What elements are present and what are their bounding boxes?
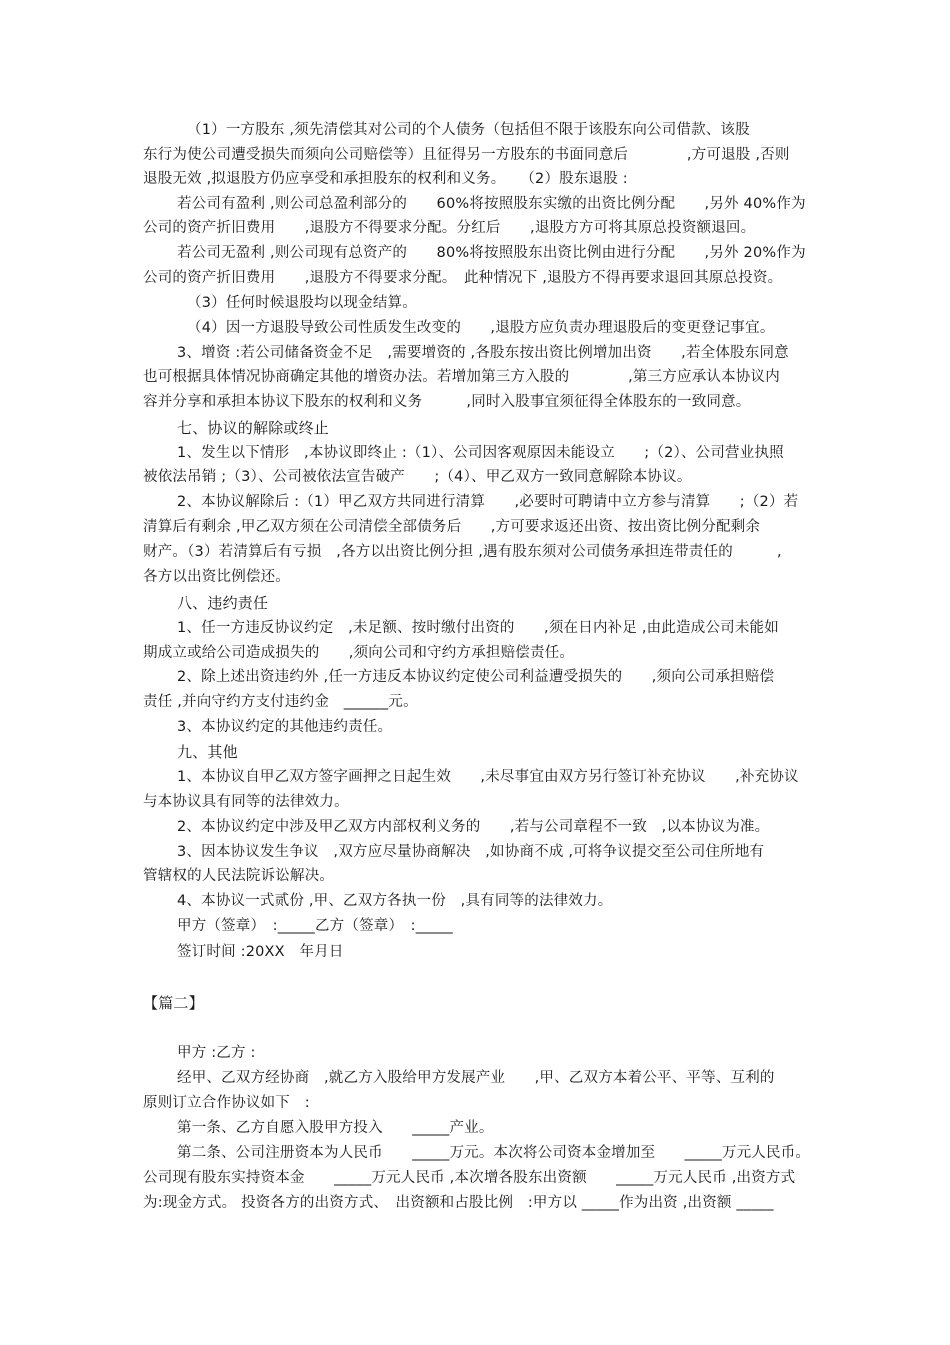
text-line: 财产。（3）若清算后有亏损 ,各方以出资比例分担 ,遇有股东须对公司债务承担连带责任的 , — [143, 544, 782, 560]
text-line: 为:现金方式。 投资各方的出资方式、 出资额和占股比例 :甲方以 _____作为出资 ,出资额 _____ — [143, 1195, 774, 1211]
section-heading: 九、其他 — [177, 743, 238, 761]
text-line: （3）任何时候退股均以现金结算。 — [187, 295, 417, 311]
text-line: 公司现有股东实持资本金 _____万元人民币 ,本次增各股东出资额 _____万元人民币 ,出资方式 — [143, 1170, 796, 1186]
text-line: （4）因一方退股导致公司性质发生改变的 ,退股方应负责办理退股后的变更登记事宜。 — [187, 320, 775, 336]
part-title: 【篇二】 — [143, 994, 204, 1012]
text-line: 退股无效 ,拟退股方仍应享受和承担股东的权利和义务。 （2）股东退股 : — [143, 171, 628, 187]
text-line: 2、本协议约定中涉及甲乙双方内部权利义务的 ,若与公司章程不一致 ,以本协议为准。 — [177, 819, 770, 835]
text-line: （1）一方股东 ,须先清偿其对公司的个人债务（包括但不限于该股东向公司借款、该股 — [187, 122, 750, 138]
text-line: 1、任一方违反协议约定 ,未足额、按时缴付出资的 ,须在日内补足 ,由此造成公司未能如 — [177, 620, 779, 636]
signature-line: 甲方（签章） :_____乙方（签章） :_____ — [177, 918, 453, 934]
text-line: 原则订立合作协议如下 : — [143, 1095, 310, 1111]
text-line: 第二条、公司注册资本为人民币 _____万元。本次将公司资本金增加至 _____万元人民币。 — [177, 1145, 811, 1161]
text-line: 3、因本协议发生争议 ,双方应尽量协商解决 ,如协商不成 ,可将争议提交至公司住所地有 — [177, 844, 765, 860]
text-line: 东行为使公司遭受损失而须向公司赔偿等）且征得另一方股东的书面同意后 ,方可退股 ,否则 — [143, 147, 790, 163]
text-line: 1、本协议自甲乙双方签字画押之日起生效 ,未尽事宜由双方另行签订补充协议 ,补充协议 — [177, 769, 799, 785]
text-line: 4、本协议一式贰份 ,甲、乙双方各执一份 ,具有同等的法律效力。 — [177, 893, 613, 909]
text-line: 2、除上述出资违约外 ,任一方违反本协议约定使公司利益遭受损失的 ,须向公司承担赔偿 — [177, 669, 775, 685]
text-line: 与本协议具有同等的法律效力。 — [143, 794, 349, 810]
signing-date: 签订时间 :20XX 年月日 — [177, 944, 344, 960]
text-line: 期成立或给公司造成损失的 ,须向公司和守约方承担赔偿责任。 — [143, 645, 575, 661]
text-line: 3、增资 :若公司储备资金不足 ,需要增资的 ,各股东按出资比例增加出资 ,若全体股东同意 — [177, 345, 789, 361]
text-line: 各方以出资比例偿还。 — [143, 569, 290, 585]
text-line: 容并分享和承担本协议下股东的权利和义务 ,同时入股事宜须征得全体股东的一致同意。 — [143, 394, 751, 410]
text-line: 被依法吊销 ;（3）、公司被依法宣告破产 ;（4）、甲乙双方一致同意解除本协议。 — [143, 469, 692, 485]
text-line: 甲方 :乙方 : — [177, 1045, 256, 1061]
text-line: 2、本协议解除后 :（1）甲乙双方共同进行清算 ,必要时可聘请中立方参与清算 ;（2）若 — [177, 494, 799, 510]
text-line: 3、本协议约定的其他违约责任。 — [177, 719, 393, 735]
section-heading: 七、协议的解除或终止 — [177, 419, 330, 437]
text-line: 清算后有剩余 ,甲乙双方须在公司清偿全部债务后 ,方可要求返还出资、按出资比例分配剩余 — [143, 519, 761, 535]
text-line: 若公司无盈利 ,则公司现有总资产的 80%将按照股东出资比例由进行分配 ,另外 20%作为 — [177, 245, 806, 261]
text-line: 公司的资产折旧费用 ,退股方不得要求分配。 此种情况下 ,退股方不得再要求退回其原总投资。 — [143, 270, 783, 286]
text-line: 第一条、乙方自愿入股甲方投入 _____产业。 — [177, 1120, 494, 1136]
text-line: 也可根据具体情况协商确定其他的增资办法。若增加第三方入股的 ,第三方应承认本协议内 — [143, 369, 780, 385]
section-heading: 八、违约责任 — [177, 594, 269, 612]
text-line: 管辖权的人民法院诉讼解决。 — [143, 868, 335, 884]
text-line: 公司的资产折旧费用 ,退股方不得要求分配。分红后 ,退股方方可将其原总投资额退回。 — [143, 220, 756, 236]
text-line: 若公司有盈利 ,则公司总盈利部分的 60%将按照股东实缴的出资比例分配 ,另外 40%作为 — [177, 196, 806, 212]
text-line: 经甲、乙双方经协商 ,就乙方入股给甲方发展产业 ,甲、乙双方本着公平、平等、互利的 — [177, 1070, 775, 1086]
text-line: 1、发生以下情形 ,本协议即终止 :（1）、公司因客观原因未能设立 ;（2）、公司营业执照 — [177, 445, 784, 461]
text-line: 责任 ,并向守约方支付违约金 ______元。 — [143, 694, 418, 710]
